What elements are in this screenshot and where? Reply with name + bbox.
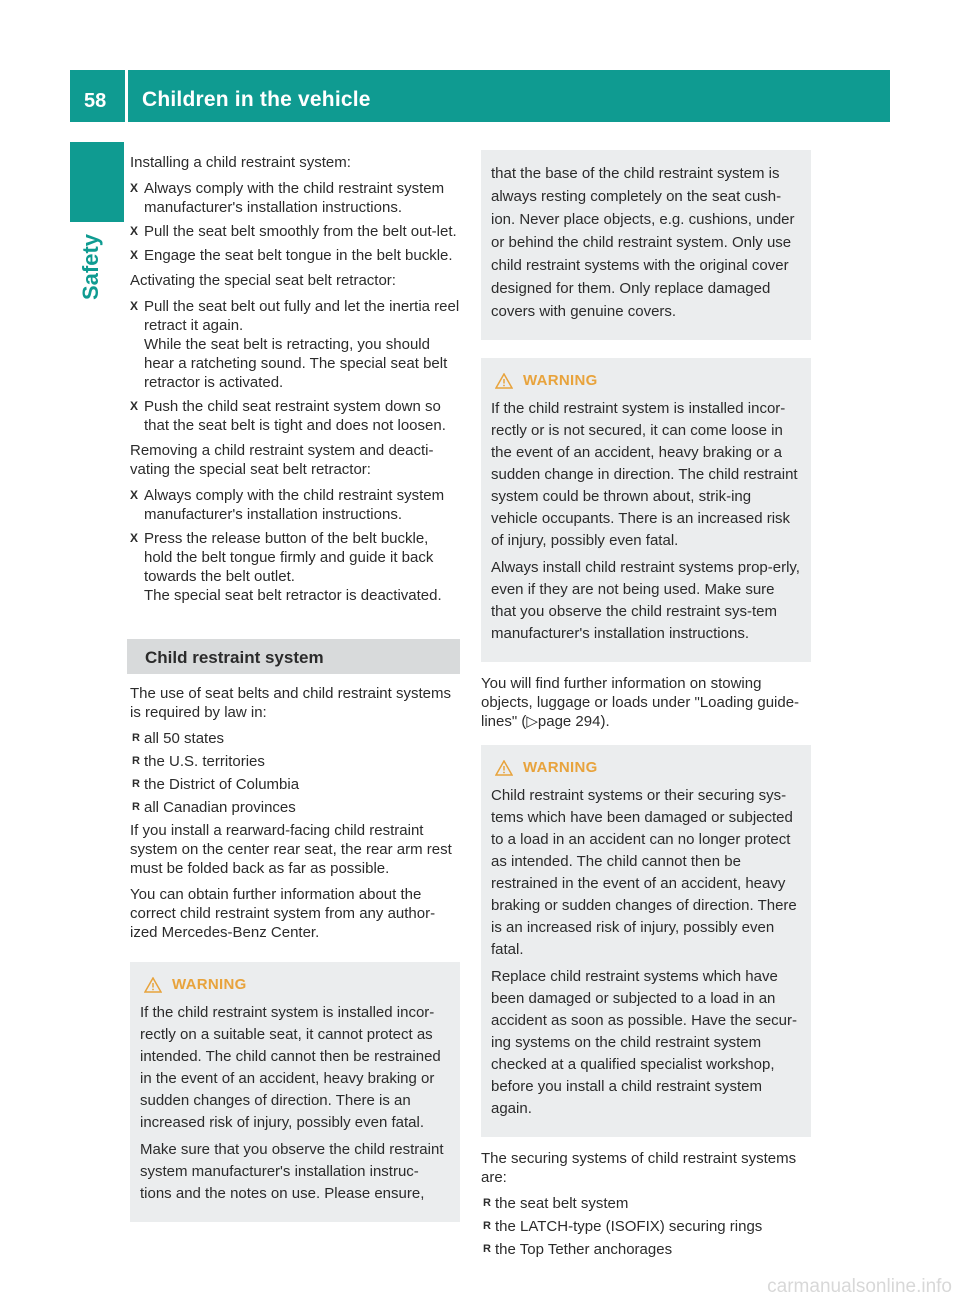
- header-separator: [125, 70, 128, 122]
- step-arrow-icon: X: [130, 224, 139, 238]
- warning-title: [140, 974, 450, 996]
- bullet-icon: R: [483, 1243, 491, 1255]
- remove-heading: Removing a child restraint system and deacti-vating the special seat belt retractor:: [130, 442, 434, 478]
- warning-title: [491, 757, 801, 779]
- page-reference-link[interactable]: page 294).: [537, 713, 610, 730]
- list-item: [481, 1240, 811, 1259]
- info-paragraph: You can obtain further information about the correct child restraint system from any author-ized Mercedes-Benz Center.: [130, 886, 436, 941]
- stowing-paragraph: [481, 674, 811, 731]
- step-text: Pull the seat belt smoothly from the belt out-let.: [144, 223, 457, 240]
- list-item: [130, 798, 460, 817]
- list-item: [481, 1217, 811, 1236]
- warning-label: WARNING: [172, 976, 247, 993]
- step-item: [130, 297, 460, 392]
- step-item: [130, 179, 460, 217]
- step-item: [130, 222, 460, 241]
- list-item-text: the seat belt system: [495, 1195, 629, 1212]
- warning-continued-paragraph: that the base of the child restraint system is always resting completely on the seat cush-ion. Never place objects, e.g. cushions, under or behind the child restraint system. Only use child restraint systems with the original cover designed for them. Only replace damaged covers with genuine covers.: [491, 165, 795, 320]
- step-arrow-icon: X: [130, 299, 139, 313]
- list-item-text: the LATCH-type (ISOFIX) securing rings: [495, 1218, 763, 1235]
- warning-paragraph: Make sure that you observe the child restraint system manufacturer's installation instruc-tions and the notes on use. Please ensure,: [140, 1141, 444, 1202]
- page-title: Children in the vehicle: [142, 88, 371, 111]
- warning-box-continued: [481, 150, 811, 340]
- list-item-text: the Top Tether anchorages: [495, 1241, 673, 1258]
- right-column: [481, 150, 811, 1263]
- list-item: [481, 1194, 811, 1213]
- warning-label: WARNING: [523, 759, 598, 776]
- step-text: Push the child seat restraint system down so that the seat belt is tight and does not loosen.: [144, 398, 446, 434]
- step-arrow-icon: X: [130, 181, 139, 195]
- list-item: [130, 752, 460, 771]
- step-arrow-icon: X: [130, 531, 139, 545]
- step-note: The special seat belt retractor is deactivated.: [144, 587, 442, 604]
- warning-box: [481, 358, 811, 662]
- list-item-text: all Canadian provinces: [144, 799, 296, 816]
- warning-paragraph: If the child restraint system is installed incor-rectly on a suitable seat, it cannot protect as intended. The child cannot then be restrained in the event of an accident, heavy braking or sudden changes of direction. There is an increased risk of injury, possibly even fatal.: [140, 1004, 441, 1131]
- watermark: carmanualsonline.info: [767, 1276, 952, 1297]
- left-column: [130, 153, 460, 1222]
- page-number: 58: [84, 90, 107, 112]
- bullet-icon: R: [132, 732, 140, 744]
- list-item-text: all 50 states: [144, 730, 225, 747]
- rearward-paragraph: If you install a rearward-facing child restraint system on the center rear seat, the rear arm rest must be folded back as far as possible.: [130, 822, 452, 877]
- page-ref-arrow-icon: ▷: [526, 713, 538, 730]
- step-text: Always comply with the child restraint system manufacturer's installation instructions.: [144, 180, 445, 216]
- bullet-icon: R: [483, 1197, 491, 1209]
- step-note: While the seat belt is retracting, you should hear a ratcheting sound. The special seat belt retractor is activated.: [144, 336, 448, 391]
- warning-title: [491, 370, 801, 392]
- side-tab-label: Safety: [78, 233, 103, 300]
- bullet-icon: R: [132, 778, 140, 790]
- warning-box: [481, 745, 811, 1137]
- warning-triangle-icon: [495, 373, 513, 389]
- warning-paragraph: Always install child restraint systems prop-erly, even if they are not being used. Make sure that you observe the child restraint sys-tem manufacturer's installation instructions.: [491, 559, 800, 642]
- warning-paragraph: Child restraint systems or their securing sys-tems which have been damaged or subjected to a load in an accident can no longer protect as intended. The child cannot then be restrained in the event of an accident, heavy braking or sudden changes of direction. There is an increased risk of injury, possibly even fatal.: [491, 787, 797, 958]
- install-heading: Installing a child restraint system:: [130, 154, 351, 171]
- securing-intro: The securing systems of child restraint systems are:: [481, 1150, 797, 1186]
- step-arrow-icon: X: [130, 248, 139, 262]
- step-item: [130, 529, 460, 605]
- warning-box: [130, 962, 460, 1222]
- side-tab-block: [70, 142, 124, 222]
- list-item: [130, 775, 460, 794]
- step-text: Press the release button of the belt buckle, hold the belt tongue firmly and guide it back towards the belt outlet.: [144, 530, 434, 585]
- bullet-icon: R: [132, 755, 140, 767]
- law-intro: The use of seat belts and child restraint systems is required by law in:: [130, 685, 451, 721]
- step-item: [130, 486, 460, 524]
- step-arrow-icon: X: [130, 399, 139, 413]
- list-item-text: the U.S. territories: [144, 753, 265, 770]
- bullet-icon: R: [483, 1220, 491, 1232]
- step-item: [130, 246, 460, 265]
- step-text: Pull the seat belt out fully and let the inertia reel retract it again.: [144, 298, 460, 334]
- warning-triangle-icon: [144, 977, 162, 993]
- step-text: Always comply with the child restraint system manufacturer's installation instructions.: [144, 487, 445, 523]
- list-item-text: the District of Columbia: [144, 776, 300, 793]
- step-item: [130, 397, 460, 435]
- warning-paragraph: Replace child restraint systems which have been damaged or subjected to a load in an accident as soon as possible. Have the secur-ing systems on the child restraint system checked at a qualified specialist workshop, before you install a child restraint system again.: [491, 968, 797, 1117]
- warning-triangle-icon: [495, 760, 513, 776]
- stowing-text: You will find further information on stowing objects, luggage or loads under "Loading guide-lines" (: [481, 675, 800, 730]
- warning-paragraph: If the child restraint system is installed incor-rectly or is not secured, it can come loose in the event of an accident, heavy braking or a sudden change in direction. The child restraint system could be thrown about, strik-ing vehicle occupants. There is an increased risk of injury, possibly even fatal.: [491, 400, 798, 549]
- list-item: [130, 729, 460, 748]
- step-arrow-icon: X: [130, 488, 139, 502]
- section-heading: Child restraint system: [127, 639, 460, 674]
- bullet-icon: R: [132, 801, 140, 813]
- step-text: Engage the seat belt tongue in the belt buckle.: [144, 247, 453, 264]
- warning-label: WARNING: [523, 372, 598, 389]
- activate-heading: Activating the special seat belt retractor:: [130, 272, 396, 289]
